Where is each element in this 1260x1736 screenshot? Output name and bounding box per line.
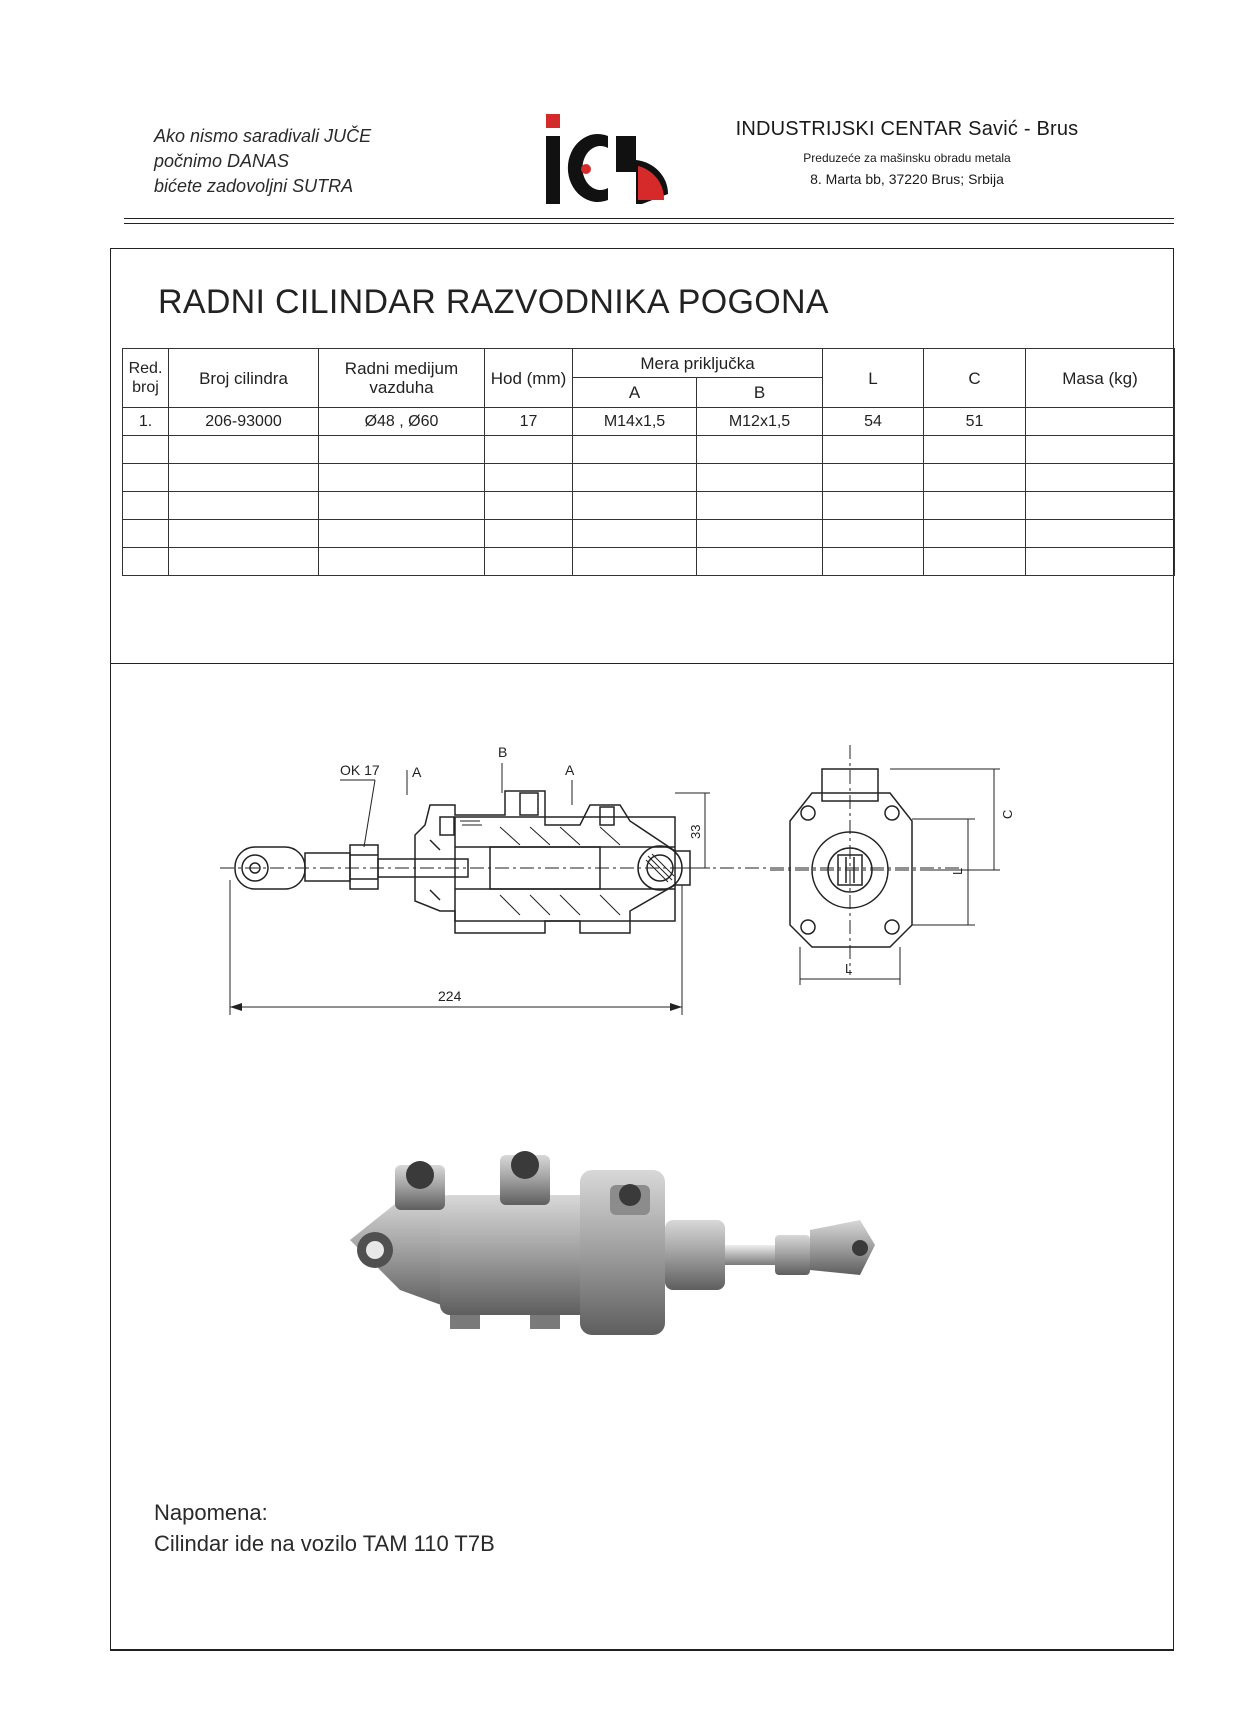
cell-medijum: Ø48 , Ø60 [319,408,485,436]
slogan-line: Ako nismo saradivali JUČE [154,126,372,146]
company-subtitle: Preduzeće za mašinsku obradu metala [803,151,1011,165]
table-row [123,520,1175,548]
header-b: B [697,378,823,408]
note [154,1497,495,1559]
cell-broj: 206-93000 [169,408,319,436]
cell-masa [1026,408,1175,436]
note-text: Cilindar ide na vozilo TAM 110 T7B [154,1531,495,1556]
header-broj-cilindra: Broj cilindra [169,349,319,408]
header-red-broj: Red. broj [123,349,169,408]
section-divider [110,663,1174,664]
company-info [722,118,1092,187]
table-row [123,492,1175,520]
cell-a: M14x1,5 [573,408,697,436]
header-a: A [573,378,697,408]
header-hod: Hod (mm) [485,349,573,408]
document-title: RADNI CILINDAR RAZVODNIKA POGONA [158,283,829,321]
header-l: L [823,349,924,408]
dim-33: 33 [688,824,703,839]
company-address: 8. Marta bb, 37220 Brus; Srbija [810,171,1004,187]
product-photo [340,1150,960,1350]
company-logo [546,114,671,204]
header-radni-medijum: Radni medijum vazduha [319,349,485,408]
slogan [154,124,371,199]
cell-b: M12x1,5 [697,408,823,436]
end-view [770,745,930,975]
header-rule [124,218,1174,219]
dim-l-vertical: L [950,867,965,875]
header-c: C [924,349,1026,408]
dim-c: C [1000,809,1015,819]
cell-c: 51 [924,408,1026,436]
header-rule [124,223,1174,224]
slogan-line: bićete zadovoljni SUTRA [154,176,354,196]
table-row [123,408,1175,436]
header-masa: Masa (kg) [1026,349,1175,408]
cell-hod: 17 [485,408,573,436]
note-label: Napomena: [154,1500,268,1525]
slogan-line: počnimo DANAS [154,151,290,171]
table-row [123,436,1175,464]
cell-red: 1. [123,408,169,436]
company-name: INDUSTRIJSKI CENTAR Savić - Brus [735,118,1079,140]
label-a-right: A [565,762,575,778]
spec-table [122,348,1175,576]
frame-bottom [110,1650,1174,1651]
table-row [123,548,1175,576]
dim-l-horizontal: L [845,961,853,976]
label-a-left: A [412,764,422,780]
label-b: B [498,744,508,760]
cell-l: 54 [823,408,924,436]
label-ok17: OK 17 [340,762,380,778]
dim-224: 224 [438,988,462,1004]
technical-drawing [200,735,1100,1015]
header-mera-prikljucka: Mera priključka [573,349,823,378]
table-row [123,464,1175,492]
